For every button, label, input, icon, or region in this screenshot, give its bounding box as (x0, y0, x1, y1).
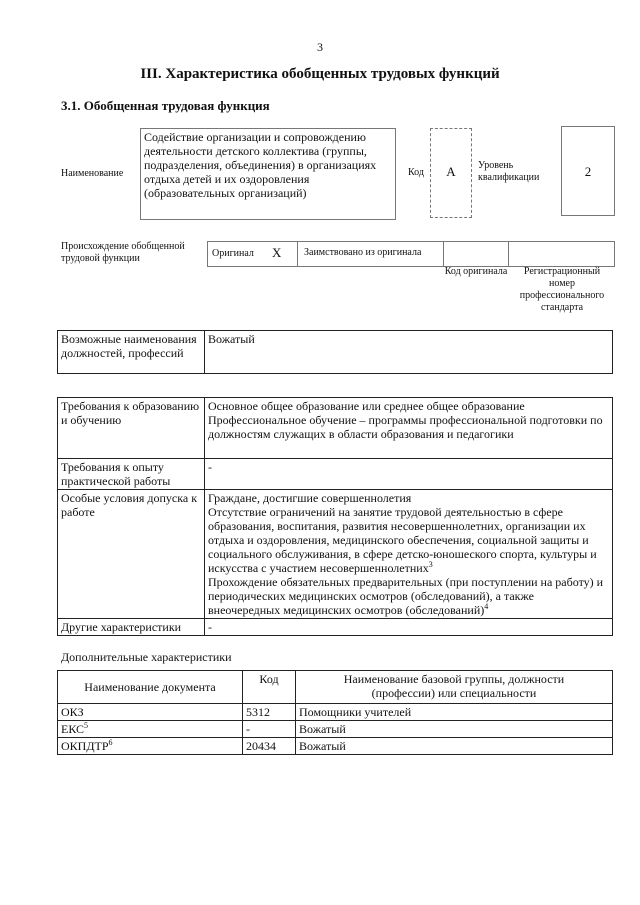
doc-cell (58, 704, 243, 721)
positions-table (57, 330, 613, 374)
function-name-value: Содействие организации и сопровождению деятельности детского коллектива (группы, подразделения, объединения) в организациях отдыха детей и их оздоровления (образовательных организаций) (144, 130, 377, 200)
footnote-mark: 3 (428, 560, 433, 569)
code-cell: 20434 (243, 738, 296, 755)
req-line (208, 575, 609, 617)
table-row (58, 490, 613, 619)
doc-name: ОКЗ (61, 705, 84, 719)
positions-value: Вожатый (205, 331, 613, 374)
name-cell: Вожатый (296, 738, 613, 755)
doc-cell (58, 721, 243, 738)
table-row (58, 721, 613, 738)
page-number: 3 (317, 40, 323, 54)
table-row (58, 398, 613, 459)
table-row (58, 671, 613, 704)
req-line-text: Прохождение обязательных предварительных (при поступлении на работу) и периодических медицинских осмотров (обследований), а также внеочередных медицинских осмотров (обследований) (208, 575, 604, 617)
table-row (58, 738, 613, 755)
origin-divider (297, 241, 298, 267)
name-label: Наименование (61, 168, 124, 179)
doc-cell (58, 738, 243, 755)
doc-name: ОКПДТР (61, 739, 109, 753)
name-cell: Вожатый (296, 721, 613, 738)
code-value: A (446, 164, 456, 179)
header-cell: Код (243, 671, 296, 704)
requirements-table (57, 397, 613, 636)
req-label: Другие характеристики (58, 619, 205, 636)
name-cell: Помощники учителей (296, 704, 613, 721)
code-cell: 5312 (243, 704, 296, 721)
header-cell: Наименование документа (58, 671, 243, 704)
origin-divider (508, 241, 509, 267)
code-cell: - (243, 721, 296, 738)
req-label: Требования к опыту практической работы (58, 459, 205, 490)
doc-name: ЕКС (61, 722, 85, 736)
table-row (58, 704, 613, 721)
req-label: Требования к образованию и обучению (58, 398, 205, 459)
req-value (205, 490, 613, 619)
positions-label: Возможные наименования должностей, профессий (58, 331, 205, 374)
req-value (205, 398, 613, 459)
footnote-mark: 4 (484, 602, 489, 611)
level-label: Уровень квалификации (478, 160, 540, 183)
origin-label: Происхождение обобщенной трудовой функции (61, 241, 185, 264)
code-label: Код (408, 167, 424, 178)
section-title: III. Характеристика обобщенных трудовых функций (140, 66, 500, 82)
borrowed-label: Заимствовано из оригинала (304, 247, 422, 258)
original-mark: X (272, 245, 282, 260)
req-line: Профессиональное обучение – программы профессиональной подготовки по должностям служащих в области образования и педагогики (208, 413, 603, 441)
req-line: Граждане, достигшие совершеннолетия (208, 491, 412, 505)
footnote-mark: 5 (84, 721, 89, 730)
original-label: Оригинал (212, 248, 254, 259)
subsection-title: 3.1. Обобщенная трудовая функция (61, 98, 270, 113)
req-value: - (205, 619, 613, 636)
req-line (208, 505, 609, 575)
req-line-text: Отсутствие ограничений на занятие трудовой деятельностью в сфере образования, воспитания, развития несовершеннолетних, организации их отдыха и оздоровления, медицинского обеспечения, социальной защиты и социального обслуживания, в сфере детско-юношеского спорта, культуры и искусства с участием несовершеннолетних (208, 505, 597, 575)
origin-divider (443, 241, 444, 267)
function-name-box (140, 128, 396, 220)
level-value: 2 (584, 164, 592, 179)
req-line: Основное общее образование или среднее общее образование (208, 399, 525, 413)
header-cell: Наименование базовой группы, должности (профессии) или специальности (296, 671, 613, 704)
code-original-caption: Код оригинала (444, 266, 508, 277)
req-value: - (205, 459, 613, 490)
table-row (58, 459, 613, 490)
additional-title: Дополнительные характеристики (61, 650, 232, 664)
table-row (58, 331, 613, 374)
table-row (58, 619, 613, 636)
additional-table (57, 670, 613, 755)
req-label: Особые условия допуска к работе (58, 490, 205, 619)
footnote-mark: 6 (108, 738, 113, 747)
reg-number-caption: Регистрационный номер профессионального стандарта (519, 266, 605, 313)
